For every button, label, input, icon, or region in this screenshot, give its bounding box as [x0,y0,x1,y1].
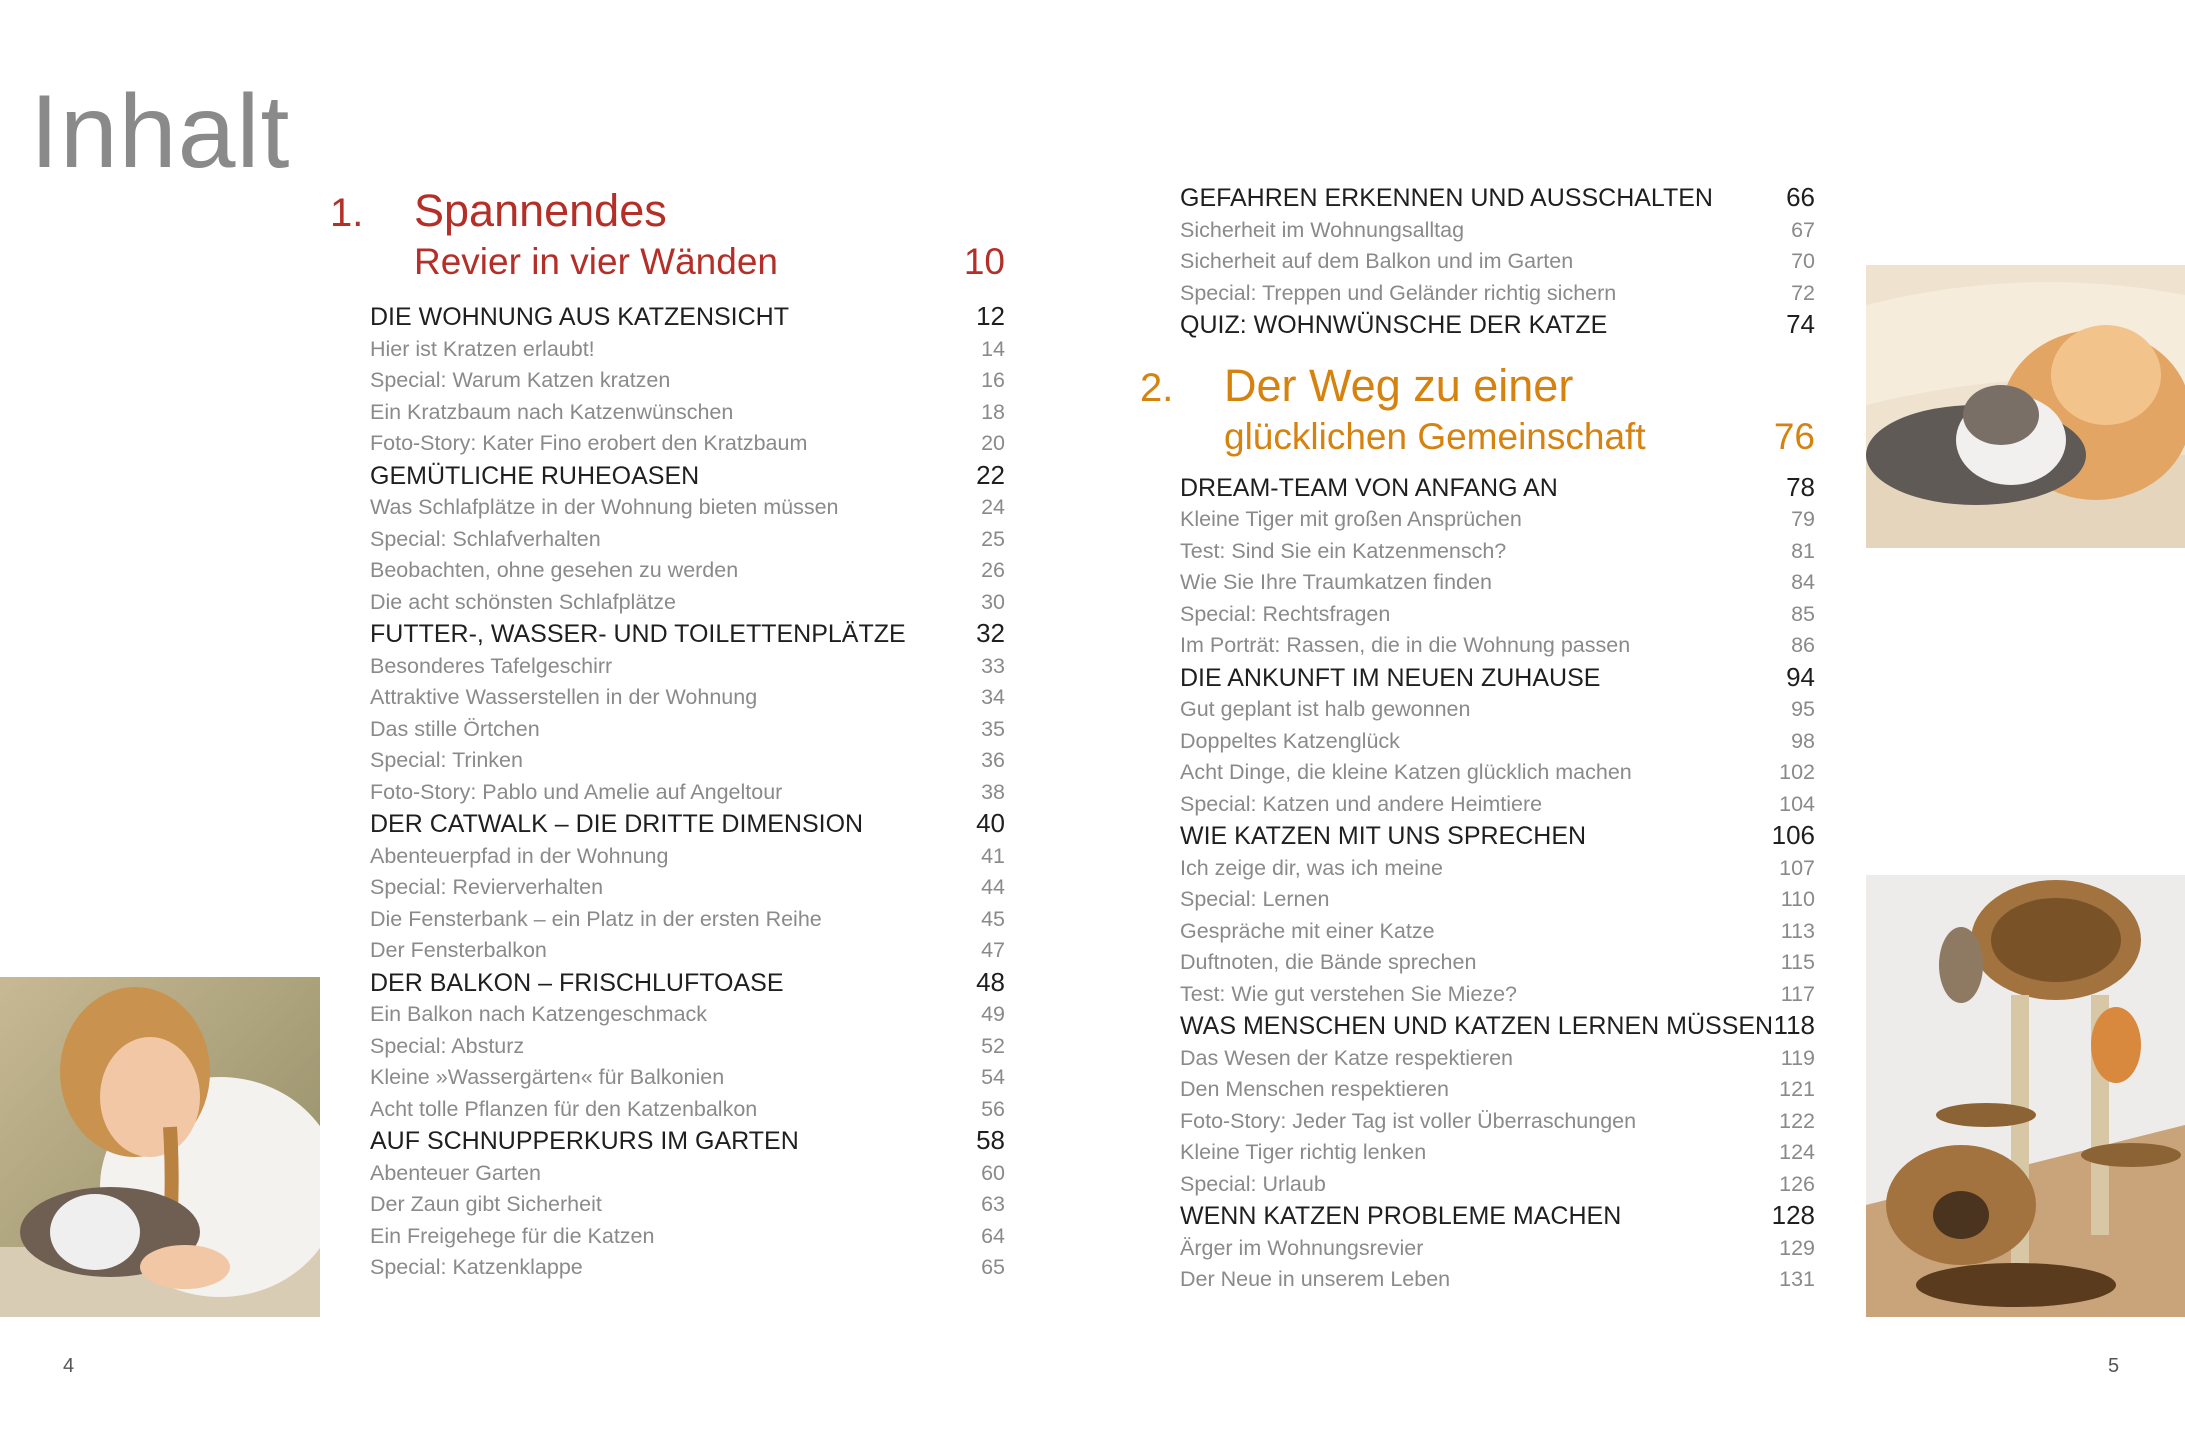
toc-column-left [330,185,1005,1284]
toc-section[interactable] [1136,309,1815,342]
toc-item-page: 126 [1779,1171,1815,1196]
toc-item-title: Die acht schönsten Schlafplätze [370,589,676,614]
toc-item-page: 52 [981,1033,1005,1058]
toc-column-right [1140,182,1815,1296]
toc-section[interactable] [326,301,1005,334]
toc-item[interactable] [326,904,1005,936]
toc-item-title: Die Fensterbank – ein Platz in der ersten Reihe [370,906,822,931]
toc-item-title: Special: Revierverhalten [370,875,604,899]
toc-item[interactable] [1136,884,1815,916]
chapter-number: 2. [1140,365,1174,410]
toc-item-title: Special: Schlafverhalten [370,526,601,551]
toc-item-page: 79 [1791,507,1815,531]
toc-item[interactable] [1136,757,1815,789]
toc-item-title: Beobachten, ohne gesehen zu werden [370,558,739,582]
toc-section[interactable] [1136,820,1815,853]
page-number-left: 4 [63,1355,75,1377]
toc-item-title: Special: Trinken [370,748,523,772]
toc-item-page: 84 [1791,570,1815,594]
toc-item[interactable] [326,492,1005,524]
toc-section-title: GEFAHREN ERKENNEN UND AUSSCHALTEN [1180,184,1713,212]
toc-item-page: 115 [1780,950,1815,974]
toc-item-title: Ich zeige dir, was ich meine [1180,855,1443,880]
toc-section-title: WENN KATZEN PROBLEME MACHEN [1180,1202,1622,1230]
toc-item-title: Wie Sie Ihre Traumkatzen finden [1180,570,1492,594]
toc-item[interactable] [1136,1074,1815,1106]
toc-item-title: Kleine »Wassergärten« für Balkonien [370,1065,725,1089]
toc-item-title: Im Porträt: Rassen, die in die Wohnung passen [1180,633,1631,657]
toc-item-title: Der Fensterbalkon [370,938,547,962]
toc-item-page: 30 [981,589,1005,614]
photo-cats-cuddling [1866,265,2185,548]
toc-item-title: Special: Warum Katzen kratzen [370,368,671,392]
toc-item-page: 70 [1791,249,1815,273]
toc-item[interactable] [326,714,1005,746]
toc-item-page: 41 [981,843,1005,868]
toc-item-title: Abenteuerpfad in der Wohnung [370,843,669,868]
toc-section-page: 118 [1773,1010,1815,1040]
page-number-right: 5 [2108,1355,2120,1377]
toc-item-page: 60 [981,1160,1005,1185]
toc-section[interactable] [326,618,1005,651]
chapter-page: 10 [963,241,1005,282]
toc-item-title: Den Menschen respektieren [1180,1077,1449,1101]
toc-item[interactable] [326,1094,1005,1126]
toc-item[interactable] [326,1189,1005,1221]
toc-section-title: WIE KATZEN MIT UNS SPRECHEN [1180,822,1587,850]
photo-cats-cuddling-illustration [1866,265,2185,548]
toc-item-title: Ein Freigehege für die Katzen [370,1223,655,1248]
toc-item-page: 47 [981,938,1005,962]
page-title: Inhalt [30,74,291,190]
toc-item-page: 24 [981,495,1005,519]
toc-item-title: Ärger im Wohnungsrevier [1180,1235,1424,1260]
toc-item-title: Das Wesen der Katze respektieren [1180,1045,1514,1070]
toc-item-page: 86 [1791,633,1815,657]
chapter-number: 1. [330,191,364,235]
toc-item-page: 131 [1779,1267,1815,1291]
toc-item-title: Attraktive Wasserstellen in der Wohnung [370,685,758,709]
toc-item-page: 117 [1780,981,1815,1006]
toc-item-page: 16 [981,368,1005,392]
toc-item[interactable] [326,1062,1005,1094]
toc-item-title: Acht tolle Pflanzen für den Katzenbalkon [370,1096,758,1121]
toc-item-page: 102 [1779,760,1815,784]
toc-item[interactable] [326,428,1005,460]
toc-item-title: Gespräche mit einer Katze [1180,918,1435,943]
toc-item-title: Duftnoten, die Bände sprechen [1180,950,1477,974]
toc-item-page: 85 [1791,601,1815,626]
toc-item-title: Abenteuer Garten [370,1160,541,1185]
photo-girl-with-cat-illustration [0,977,320,1317]
toc-item[interactable] [1136,630,1815,662]
toc-item-page: 35 [981,716,1005,741]
toc-item[interactable] [1136,1106,1815,1138]
toc-item-page: 124 [1779,1140,1815,1164]
toc-item-title: Der Zaun gibt Sicherheit [370,1192,602,1216]
toc-item-page: 45 [981,906,1005,931]
toc-item-title: Special: Katzenklappe [370,1255,583,1279]
toc-item[interactable] [1136,947,1815,979]
toc-item[interactable] [1136,726,1815,758]
toc-item-page: 113 [1780,918,1815,943]
toc-item-title: Acht Dinge, die kleine Katzen glücklich machen [1180,760,1632,784]
toc-item[interactable] [326,334,1005,366]
toc-item-title: Foto-Story: Jeder Tag ist voller Überraschungen [1180,1108,1637,1133]
toc-item-title: Doppeltes Katzenglück [1180,728,1400,753]
toc-item[interactable] [326,1252,1005,1284]
toc-item-page: 98 [1791,728,1815,753]
toc-section-title: AUF SCHNUPPERKURS IM GARTEN [370,1127,799,1155]
toc-item-page: 33 [981,653,1005,678]
toc-item[interactable] [1136,246,1815,278]
toc-item-title: Ein Balkon nach Katzengeschmack [370,1002,708,1026]
toc-section-title: FUTTER-, WASSER- UND TOILETTENPLÄTZE [370,620,906,648]
toc-item[interactable] [326,745,1005,777]
toc-section-page: 32 [976,618,1005,648]
chapter-2-heading [1140,359,1815,462]
toc-item-page: 110 [1780,887,1815,911]
toc-item[interactable] [1136,1233,1815,1265]
toc-section-page: 128 [1771,1200,1815,1230]
toc-item[interactable] [1136,567,1815,599]
toc-item[interactable] [326,872,1005,904]
photo-girl-with-cat [0,977,320,1317]
chapter-2-entries [1136,472,1815,1296]
toc-item[interactable] [1136,979,1815,1011]
toc-item-title: Kleine Tiger mit großen Ansprüchen [1180,507,1522,531]
toc-item-page: 44 [981,875,1005,899]
toc-item-title: Special: Rechtsfragen [1180,601,1391,626]
toc-item-page: 72 [1791,280,1815,305]
toc-section-page: 12 [976,301,1005,331]
toc-item[interactable] [1136,1169,1815,1201]
photo-kittens-cat-tree [1866,875,2185,1317]
toc-section-title: DER CATWALK – DIE DRITTE DIMENSION [370,810,864,838]
toc-item[interactable] [326,1221,1005,1253]
toc-item-page: 122 [1779,1108,1815,1133]
toc-item-page: 64 [981,1223,1005,1248]
toc-item-page: 63 [981,1192,1005,1216]
toc-section-page: 40 [976,808,1005,838]
toc-item[interactable] [1136,853,1815,885]
toc-item-title: Test: Wie gut verstehen Sie Mieze? [1180,981,1517,1006]
chapter-1-continued-entries [1136,182,1815,342]
chapter-title-line1: Spannendes [414,185,667,236]
toc-item-page: 14 [981,336,1005,361]
toc-item-page: 36 [981,748,1005,772]
toc-item-page: 129 [1779,1235,1815,1260]
toc-item[interactable] [1136,789,1815,821]
toc-item-title: Special: Absturz [370,1033,525,1058]
chapter-page: 76 [1773,415,1815,457]
toc-item[interactable] [1136,536,1815,568]
toc-section-page: 78 [1786,471,1815,502]
toc-section[interactable] [1136,1010,1815,1043]
toc-item-title: Besonderes Tafelgeschirr [370,653,613,678]
toc-item-title: Was Schlafplätze in der Wohnung bieten müssen [370,495,839,519]
toc-item[interactable] [1136,916,1815,948]
toc-item-title: Kleine Tiger richtig lenken [1180,1140,1427,1164]
toc-item[interactable] [326,841,1005,873]
toc-item[interactable] [1136,278,1815,310]
toc-item-title: Special: Urlaub [1180,1171,1326,1196]
toc-section-page: 74 [1786,309,1815,339]
toc-section-title: DER BALKON – FRISCHLUFTOASE [370,968,784,997]
toc-item-title: Foto-Story: Pablo und Amelie auf Angeltour [370,779,783,804]
chapter-title-line1: Der Weg zu einer [1224,359,1574,411]
toc-section-title: DIE WOHNUNG AUS KATZENSICHT [370,303,790,331]
toc-item-title: Der Neue in unserem Leben [1180,1267,1451,1291]
toc-item-page: 104 [1779,791,1815,816]
toc-item-page: 81 [1791,538,1815,563]
toc-item[interactable] [326,682,1005,714]
toc-item[interactable] [326,524,1005,556]
toc-item[interactable] [326,365,1005,397]
toc-item-page: 119 [1780,1045,1815,1070]
toc-item-page: 95 [1791,697,1815,721]
toc-item-title: Foto-Story: Kater Fino erobert den Kratzbaum [370,431,808,455]
toc-section-title: WAS MENSCHEN UND KATZEN LERNEN MÜSSEN [1180,1012,1774,1040]
toc-item-title: Special: Treppen und Geländer richtig sichern [1180,280,1617,305]
toc-section-title: DIE ANKUNFT IM NEUEN ZUHAUSE [1180,663,1601,692]
toc-section[interactable] [1136,472,1815,505]
toc-section-page: 106 [1771,820,1815,850]
toc-item[interactable] [326,935,1005,967]
toc-item-page: 121 [1779,1077,1815,1101]
toc-item-title: Special: Katzen und andere Heimtiere [1180,791,1543,816]
chapter-title-line2: glücklichen Gemeinschaft [1224,415,1646,457]
chapter-1-heading [330,185,1005,287]
toc-item[interactable] [326,397,1005,429]
toc-item[interactable] [1136,694,1815,726]
toc-item-page: 18 [981,399,1005,424]
toc-item[interactable] [326,555,1005,587]
toc-item[interactable] [1136,215,1815,247]
toc-section-title: GEMÜTLICHE RUHEOASEN [370,461,700,490]
toc-section-page: 48 [976,966,1005,997]
toc-item-page: 54 [981,1065,1005,1089]
toc-item[interactable] [1136,1137,1815,1169]
toc-item-title: Test: Sind Sie ein Katzenmensch? [1180,538,1507,563]
toc-item[interactable] [326,651,1005,683]
toc-item-page: 67 [1791,217,1815,242]
toc-item-page: 56 [981,1096,1005,1121]
toc-section[interactable] [326,460,1005,493]
toc-section-title: QUIZ: WOHNWÜNSCHE DER KATZE [1180,311,1608,339]
chapter-title-line2: Revier in vier Wänden [414,241,778,282]
toc-item-page: 49 [981,1002,1005,1026]
toc-item-page: 20 [981,431,1005,455]
toc-item[interactable] [1136,599,1815,631]
toc-section[interactable] [326,1125,1005,1158]
toc-item[interactable] [326,587,1005,619]
toc-section[interactable] [1136,1200,1815,1233]
toc-item-page: 107 [1779,855,1815,880]
toc-item[interactable] [1136,1043,1815,1075]
photo-kittens-cat-tree-illustration [1866,875,2185,1317]
toc-item-title: Hier ist Kratzen erlaubt! [370,336,595,361]
toc-section[interactable] [326,808,1005,841]
toc-item-page: 65 [981,1255,1005,1279]
toc-item-page: 25 [981,526,1005,551]
toc-item-title: Sicherheit im Wohnungsalltag [1180,217,1465,242]
toc-item[interactable] [1136,504,1815,536]
toc-item-title: Gut geplant ist halb gewonnen [1180,697,1471,721]
toc-section-title: DREAM-TEAM VON ANFANG AN [1180,473,1558,502]
toc-section-page: 22 [976,459,1005,490]
toc-section[interactable] [326,967,1005,1000]
toc-item-page: 34 [981,685,1005,709]
toc-section-page: 94 [1786,661,1815,692]
toc-item-title: Special: Lernen [1180,887,1330,911]
toc-section-page: 66 [1786,182,1815,212]
toc-section-page: 58 [976,1125,1005,1155]
toc-item[interactable] [326,1158,1005,1190]
toc-item[interactable] [1136,1264,1815,1296]
toc-item-title: Das stille Örtchen [370,716,540,741]
toc-item[interactable] [326,999,1005,1031]
toc-item-page: 38 [981,779,1005,804]
toc-item-page: 26 [981,558,1005,582]
chapter-1-entries [326,301,1005,1284]
toc-item-title: Sicherheit auf dem Balkon und im Garten [1180,249,1574,273]
toc-item[interactable] [326,777,1005,809]
toc-item[interactable] [326,1031,1005,1063]
toc-section[interactable] [1136,662,1815,695]
toc-item-title: Ein Kratzbaum nach Katzenwünschen [370,399,734,424]
toc-section[interactable] [1136,182,1815,215]
